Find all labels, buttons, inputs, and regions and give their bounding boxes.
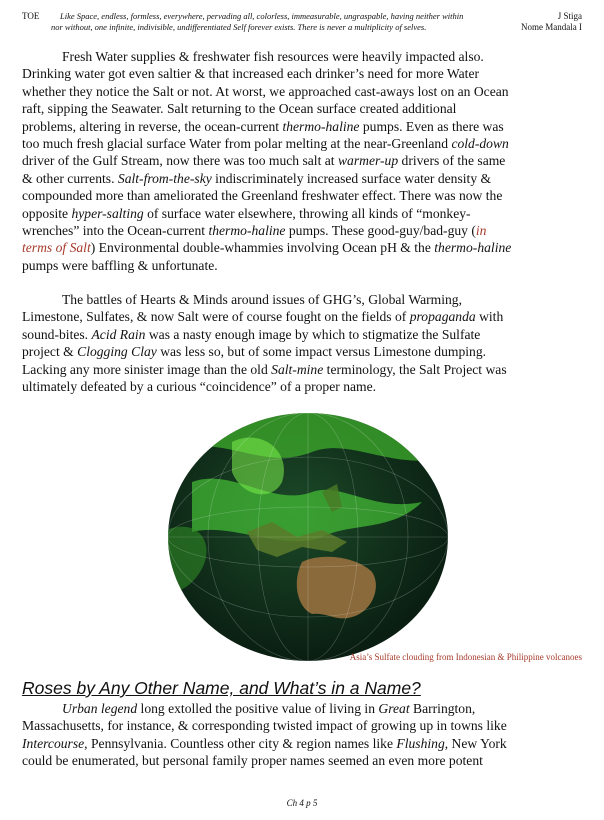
figure-caption: Asia’s Sulfate clouding from Indonesian & Philippine volcanoes xyxy=(349,652,582,662)
paragraph-fresh-water: Fresh Water supplies & freshwater fish resources were heavily impacted also. Drinking water got even saltier & that increased each drinker’s need for more Water whether they notice the Salt or not. At worst, we approached cast-aways lost on an Ocean raft, sipping the Seawater. Salt returning to the Ocean surface created additional problems, altering in reverse, the ocean-current thermo-haline pumps. Even as there was too much fresh glacial surface Water from polar melting at the near-Greenland cold-down driver of the Gulf Stream, now there was too much salt at warmer-up drivers of the same & other currents. Salt-from-the-sky indiscriminately increased surface water density & compounded more than ameliorated the Greenland freshwater effect. There was now the opposite hyper-salting of surface water elsewhere, throwing all kinds of “monkey- wrenches” into the Ocean-current thermo-haline pumps. These good-guy/bad-guy (in terms of Salt) Environmental double-whammies involving Ocean pH & the thermo-haline pumps were baffling & unfortunate. xyxy=(22,49,512,273)
paragraph-urban-legend: Urban legend long extolled the positive value of living in Great Barrington, Massachusetts, for instance, & corresponding twisted impact of growing up in towns like Intercourse, Pennsylvania. Countless other city & region names like Flushing, New York could be enumerated, but personal family proper names seemed an even more potent xyxy=(22,701,507,769)
paragraph-hearts-minds: The battles of Hearts & Minds around issues of GHG’s, Global Warming, Limestone, Sulfates, & now Salt were of course fought on the fields of propaganda with sound-bites. Acid Rain was a nasty enough image by which to stigmatize the Sulfate project & Clogging Clay was less so, but of some impact versus Limestone dumping. Lacking any more sinister image than the old Salt-mine terminology, the Salt Project was ultimately defeated by a curious “coincidence” of a proper name. xyxy=(22,292,507,395)
globe-sulfate-figure xyxy=(162,412,454,662)
australia-land xyxy=(297,557,376,619)
globe-gridlines xyxy=(162,412,454,662)
section-heading: Roses by Any Other Name, and What’s in a Name? xyxy=(22,678,421,698)
header-title: Nome Mandala I xyxy=(521,21,582,32)
header-author: J Stiga xyxy=(557,11,582,21)
header-motto-line2: nor without, one infinite, indivisible, undifferentiated Self forever exists. There is never a multiplicity of selves. xyxy=(51,21,427,32)
page-footer: Ch 4 p 5 xyxy=(286,798,318,808)
header-left: TOE xyxy=(22,11,40,21)
header-motto-line1: Like Space, endless, formless, everywhere, pervading all, colorless, immeasurable, ungraspable, having neither within xyxy=(60,11,464,21)
